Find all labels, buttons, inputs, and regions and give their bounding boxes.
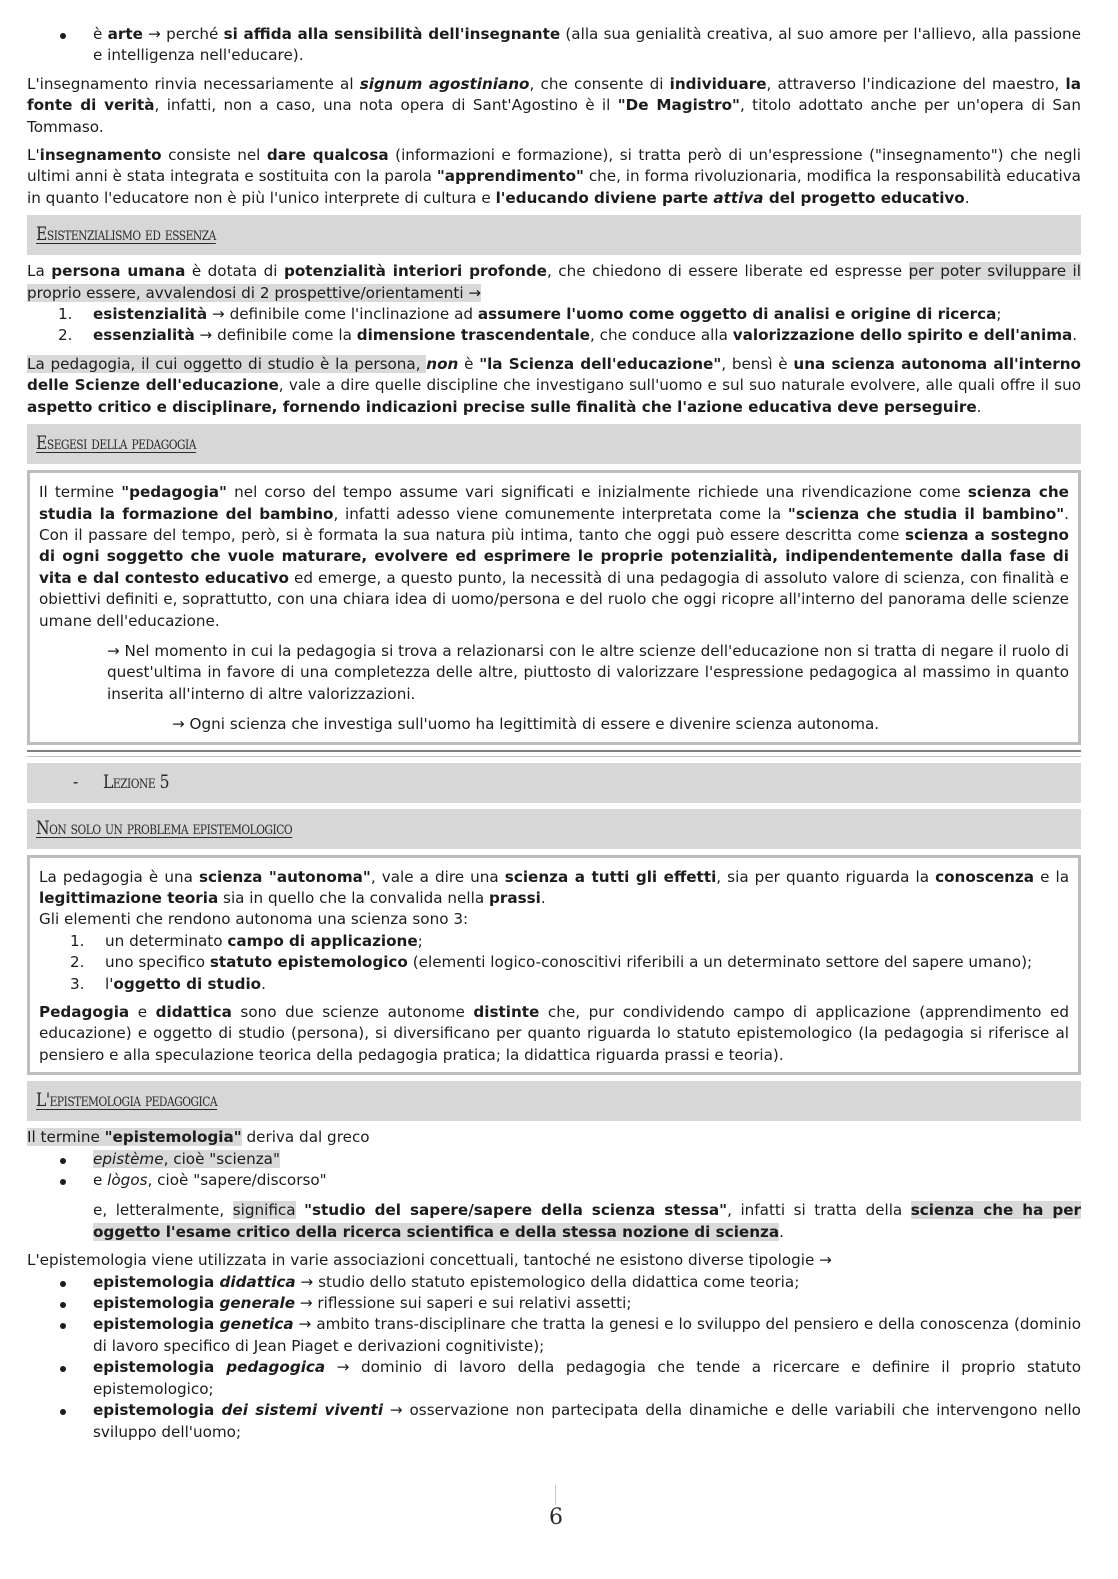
list-item: 1. esistenzialità → definibile come l'inclinazione ad assumere l'uomo come oggetto di analisi e origine di ricerca; bbox=[58, 305, 1002, 324]
section-heading-esistenzialismo: Esistenzialismo ed essenza bbox=[27, 215, 1081, 255]
autonomia-box bbox=[27, 855, 1081, 1076]
esegesi-box bbox=[27, 470, 1081, 744]
paragraph-epistemologia-termine: Il termine "epistemologia" deriva dal greco bbox=[27, 1128, 370, 1147]
section-heading-esegesi: Esegesi della pedagogia bbox=[27, 424, 1081, 464]
list-item: 2. essenzialità → definibile come la dimensione trascendentale, che conduce alla valorizzazione dello spirito e dell'anima. bbox=[58, 326, 1078, 345]
list-item: e lògos, cioè "sapere/discorso" bbox=[27, 1170, 1081, 1191]
list-item: epistemologia genetica → ambito trans-disciplinare che tratta la genesi e lo sviluppo del pensiero e della conoscenza (dominio di lavoro specifico di Jean Piaget e derivazioni cognitiviste); bbox=[27, 1314, 1081, 1357]
divider bbox=[27, 750, 1081, 752]
section-heading-epistemologico: Non solo un problema epistemologico bbox=[27, 809, 1081, 849]
list-item: epistemologia didattica → studio dello statuto epistemologico della didattica come teoria; bbox=[27, 1272, 1081, 1293]
list-item: 1. un determinato campo di applicazione; bbox=[70, 931, 423, 950]
elementi-list bbox=[39, 931, 1069, 995]
list-item: epistemologia dei sistemi viventi → osservazione non partecipata della dinamiche e delle variabili che intervengono nello sviluppo dell'uomo; bbox=[27, 1400, 1081, 1443]
paragraph-pedagogia-didattica: Pedagogia e didattica sono due scienze autonome distinte che, pur condividendo campo di applicazione (apprendimento ed educazione) e oggetto di studio (persona), si diversificano per quanto riguarda lo statuto epistemologico (la pedagogia si riferisce al pensiero e alla speculazione teorica della pedagogia pratica; la didattica riguarda prassi e teoria). bbox=[39, 1003, 1070, 1064]
list-item: è arte → perché si affida alla sensibilità dell'insegnante (alla sua genialità creativa, al suo amore per l'allievo, alla passione e intelligenza nell'educare). bbox=[27, 24, 1081, 67]
document-page bbox=[27, 24, 1081, 1443]
paragraph-persona: La persona umana è dotata di potenzialità interiori profonde, che chiedono di essere liberate ed espresse per poter sviluppare il proprio essere, avvalendosi di 2 prospettive/orientamenti → bbox=[27, 262, 1081, 302]
types-intro: L'epistemologia viene utilizzata in varie associazioni concettuali, tantoché ne esistono diverse tipologie → bbox=[27, 1251, 832, 1270]
divider bbox=[27, 756, 1081, 757]
list-item: 2. uno specifico statuto epistemologico (elementi logico-conoscitivi riferibili a un determinato settore del sapere umano); bbox=[70, 953, 1033, 972]
paragraph-significato: e, letteralmente, significa "studio del sapere/sapere della scienza stessa", infatti si tratta della scienza che ha per oggetto l'esame critico della ricerca scientifica e della stessa nozione di scienza. bbox=[93, 1201, 1082, 1241]
paragraph-scienza-autonoma: La pedagogia è una scienza "autonoma", vale a dire una scienza a tutti gli effetti, sia per quanto riguarda la conoscenza e la legittimazione teoria sia in quello che la convalida nella prassi. bbox=[39, 867, 1070, 907]
arrow-note-2: → Ogni scienza che investiga sull'uomo ha legittimità di essere e divenire scienza autonoma. bbox=[172, 715, 880, 734]
list-item: epistemologia generale → riflessione sui saperi e sui relativi assetti; bbox=[27, 1293, 1081, 1314]
arte-list bbox=[27, 24, 1081, 67]
page-number: 6 bbox=[546, 1507, 566, 1528]
section-heading-epistemologia: L'epistemologia pedagogica bbox=[27, 1081, 1081, 1121]
greek-list bbox=[27, 1149, 1081, 1192]
lesson-heading: - Lezione 5 bbox=[27, 763, 1081, 803]
paragraph-insegnamento: L'insegnamento consiste nel dare qualcosa (informazioni e formazione), si tratta però di un'espressione ("insegnamento") che negli ultimi anni è stata integrata e sostituita con la parola "apprendimento" che, in forma rivoluzionaria, modifica la responsabilità educativa in quanto l'educatore non è più l'unico interprete di cultura e l'educando diviene parte attiva del progetto educativo. bbox=[27, 146, 1081, 207]
list-intro: Gli elementi che rendono autonoma una scienza sono 3: bbox=[39, 910, 469, 929]
list-item: 3. l'oggetto di studio. bbox=[70, 974, 266, 993]
paragraph-pedagogia-scienza: La pedagogia, il cui oggetto di studio è la persona, non è "la Scienza dell'educazione", bensì è una scienza autonoma all'interno delle Scienze dell'educazione, vale a dire quelle discipline che investigano sull'uomo e sul suo naturale evolvere, alle quali offre il suo aspetto critico e disciplinare, fornendo indicazioni precise sulle finalità che l'azione educativa deve perseguire. bbox=[27, 354, 1082, 416]
orientamenti-list bbox=[27, 304, 1081, 347]
paragraph-signum: L'insegnamento rinvia necessariamente al signum agostiniano, che consente di individuare, attraverso l'indicazione del maestro, la fonte di verità, infatti, non a caso, una nota opera di Sant'Agostino è il "De Magistro", titolo adottato anche per un'opera di San Tommaso. bbox=[27, 74, 1081, 136]
paragraph-pedagogia-termine: Il termine "pedagogia" nel corso del tempo assume vari significati e inizialmente richiede una rivendicazione come scienza che studia la formazione del bambino, infatti adesso viene comunemente interpretata come la "scienza che studia il bambino". Con il passare del tempo, però, si è formata la sua natura più intima, tanto che oggi può essere descritta come scienza a sostegno di ogni soggetto che vuole maturare, evolvere ed esprimere le proprie potenzialità, indipendentemente dalla fase di vita e dal contesto educativo ed emerge, a questo punto, la necessità di una pedagogia di assoluto valore di scienza, con finalità e obiettivi definiti e, soprattutto, con una chiara idea di uomo/persona e del ruolo che oggi ricopre all'interno del panorama delle scienze umane dell'educazione. bbox=[39, 483, 1069, 630]
arrow-note-1: → Nel momento in cui la pedagogia si trova a relazionarsi con le altre scienze dell'educazione non si tratta di negare il ruolo di quest'ultima in favore di una completezza delle altre, piuttosto di valorizzare l'espressione pedagogica al massimo in quanto inserita all'interno di altre valorizzazioni. bbox=[107, 641, 1069, 703]
epistemologia-types-list bbox=[27, 1272, 1081, 1443]
list-item: epistemologia pedagogica → dominio di lavoro della pedagogia che tende a ricercare e definire il proprio statuto epistemologico; bbox=[27, 1357, 1081, 1400]
list-item: epistème, cioè "scienza" bbox=[27, 1149, 1081, 1170]
